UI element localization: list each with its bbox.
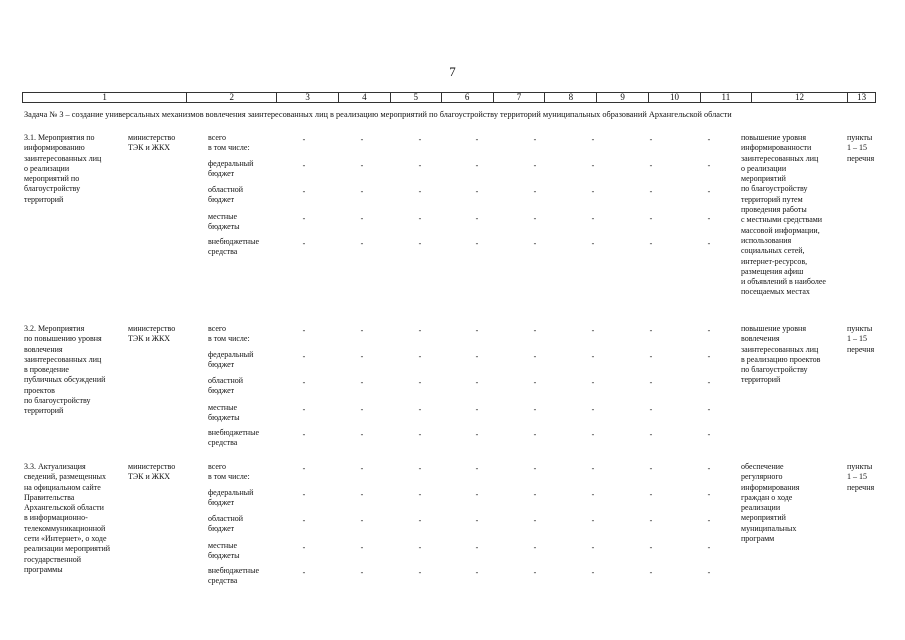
- empty-value-dash: -: [418, 187, 422, 196]
- column-number-row: [22, 92, 876, 103]
- funding-source-label: местные бюджеты: [208, 541, 240, 561]
- empty-value-dash: -: [707, 161, 711, 170]
- empty-value-dash: -: [707, 543, 711, 552]
- column-number: 9: [597, 93, 649, 102]
- empty-value-dash: -: [649, 239, 653, 248]
- activity-name: 3.1. Мероприятия по информированию заинтересованных лиц о реализации мероприятий по благоустройству территорий: [24, 133, 102, 204]
- empty-value-dash: -: [533, 543, 537, 552]
- empty-value-dash: -: [418, 135, 422, 144]
- column-number: 4: [339, 93, 391, 102]
- empty-value-dash: -: [533, 239, 537, 248]
- empty-value-dash: -: [475, 405, 479, 414]
- funding-source-label: всего в том числе:: [208, 324, 250, 344]
- funding-source-label: федеральный бюджет: [208, 488, 254, 508]
- executor: министерство ТЭК и ЖКХ: [128, 462, 176, 482]
- funding-source-label: областной бюджет: [208, 185, 244, 205]
- empty-value-dash: -: [360, 187, 364, 196]
- empty-value-dash: -: [360, 543, 364, 552]
- funding-source-label: местные бюджеты: [208, 212, 240, 232]
- empty-value-dash: -: [591, 568, 595, 577]
- empty-value-dash: -: [533, 430, 537, 439]
- empty-value-dash: -: [707, 405, 711, 414]
- funding-source-label: внебюджетные средства: [208, 428, 259, 448]
- empty-value-dash: -: [649, 405, 653, 414]
- empty-value-dash: -: [302, 464, 306, 473]
- expected-result: обеспечение регулярного информирования граждан о ходе реализации мероприятий муниципальных программ: [741, 462, 800, 544]
- empty-value-dash: -: [591, 352, 595, 361]
- empty-value-dash: -: [707, 568, 711, 577]
- empty-value-dash: -: [591, 161, 595, 170]
- empty-value-dash: -: [475, 543, 479, 552]
- column-number: 1: [23, 93, 187, 102]
- executor: министерство ТЭК и ЖКХ: [128, 133, 176, 153]
- empty-value-dash: -: [418, 490, 422, 499]
- empty-value-dash: -: [475, 430, 479, 439]
- empty-value-dash: -: [591, 326, 595, 335]
- empty-value-dash: -: [649, 490, 653, 499]
- empty-value-dash: -: [302, 187, 306, 196]
- empty-value-dash: -: [707, 464, 711, 473]
- empty-value-dash: -: [649, 464, 653, 473]
- column-number: 8: [545, 93, 597, 102]
- empty-value-dash: -: [418, 214, 422, 223]
- funding-source-label: местные бюджеты: [208, 403, 240, 423]
- empty-value-dash: -: [533, 464, 537, 473]
- column-number: 6: [442, 93, 494, 102]
- funding-source-label: областной бюджет: [208, 376, 244, 396]
- activity-name: 3.2. Мероприятия по повышению уровня вовлечения заинтересованных лиц в проведение публичных обсуждений проектов по благоустройству территорий: [24, 324, 106, 416]
- empty-value-dash: -: [475, 187, 479, 196]
- empty-value-dash: -: [302, 161, 306, 170]
- empty-value-dash: -: [302, 214, 306, 223]
- empty-value-dash: -: [533, 405, 537, 414]
- empty-value-dash: -: [649, 543, 653, 552]
- executor: министерство ТЭК и ЖКХ: [128, 324, 176, 344]
- empty-value-dash: -: [591, 378, 595, 387]
- empty-value-dash: -: [533, 490, 537, 499]
- empty-value-dash: -: [302, 490, 306, 499]
- empty-value-dash: -: [649, 187, 653, 196]
- empty-value-dash: -: [475, 568, 479, 577]
- empty-value-dash: -: [418, 326, 422, 335]
- indicator-reference: пункты 1 – 15 перечня: [847, 324, 875, 354]
- empty-value-dash: -: [475, 239, 479, 248]
- empty-value-dash: -: [475, 352, 479, 361]
- empty-value-dash: -: [302, 378, 306, 387]
- empty-value-dash: -: [475, 135, 479, 144]
- indicator-reference: пункты 1 – 15 перечня: [847, 133, 875, 163]
- empty-value-dash: -: [302, 135, 306, 144]
- empty-value-dash: -: [302, 326, 306, 335]
- empty-value-dash: -: [591, 516, 595, 525]
- empty-value-dash: -: [418, 352, 422, 361]
- empty-value-dash: -: [649, 214, 653, 223]
- empty-value-dash: -: [475, 378, 479, 387]
- empty-value-dash: -: [591, 239, 595, 248]
- empty-value-dash: -: [649, 352, 653, 361]
- empty-value-dash: -: [707, 326, 711, 335]
- expected-result: повышение уровня вовлечения заинтересованных лиц в реализацию проектов по благоустройству территорий: [741, 324, 821, 385]
- empty-value-dash: -: [418, 405, 422, 414]
- empty-value-dash: -: [418, 239, 422, 248]
- empty-value-dash: -: [475, 161, 479, 170]
- empty-value-dash: -: [707, 352, 711, 361]
- empty-value-dash: -: [707, 214, 711, 223]
- column-number: 5: [391, 93, 442, 102]
- empty-value-dash: -: [649, 135, 653, 144]
- empty-value-dash: -: [302, 543, 306, 552]
- empty-value-dash: -: [649, 378, 653, 387]
- empty-value-dash: -: [533, 516, 537, 525]
- column-number: 2: [187, 93, 277, 102]
- empty-value-dash: -: [360, 516, 364, 525]
- empty-value-dash: -: [533, 161, 537, 170]
- empty-value-dash: -: [302, 239, 306, 248]
- empty-value-dash: -: [591, 430, 595, 439]
- funding-source-label: областной бюджет: [208, 514, 244, 534]
- empty-value-dash: -: [475, 464, 479, 473]
- empty-value-dash: -: [591, 135, 595, 144]
- empty-value-dash: -: [360, 135, 364, 144]
- empty-value-dash: -: [533, 352, 537, 361]
- task-title: Задача № 3 – создание универсальных механизмов вовлечения заинтересованных лиц в реализацию мероприятий по благоустройству территорий муниципальных образований Архангельской области: [24, 110, 732, 119]
- empty-value-dash: -: [418, 464, 422, 473]
- funding-source-label: всего в том числе:: [208, 133, 250, 153]
- empty-value-dash: -: [475, 326, 479, 335]
- expected-result: повышение уровня информированности заинтересованных лиц о реализации мероприятий по благоустройству территорий путем проведения работы с местными средствами массовой информации, использования социальных сетей, интернет-ресурсов, размещения афиш и объявлений в наиболее посещаемых местах: [741, 133, 826, 297]
- funding-source-label: федеральный бюджет: [208, 159, 254, 179]
- empty-value-dash: -: [418, 543, 422, 552]
- empty-value-dash: -: [533, 378, 537, 387]
- empty-value-dash: -: [302, 352, 306, 361]
- column-number: 13: [857, 92, 867, 102]
- empty-value-dash: -: [360, 405, 364, 414]
- empty-value-dash: -: [649, 430, 653, 439]
- column-number: 11: [701, 93, 752, 102]
- empty-value-dash: -: [475, 490, 479, 499]
- empty-value-dash: -: [418, 516, 422, 525]
- column-number: 3: [277, 93, 339, 102]
- empty-value-dash: -: [360, 568, 364, 577]
- empty-value-dash: -: [591, 187, 595, 196]
- empty-value-dash: -: [360, 214, 364, 223]
- empty-value-dash: -: [475, 214, 479, 223]
- column-number: 12: [752, 93, 848, 102]
- empty-value-dash: -: [591, 464, 595, 473]
- empty-value-dash: -: [360, 161, 364, 170]
- empty-value-dash: -: [418, 430, 422, 439]
- empty-value-dash: -: [533, 326, 537, 335]
- empty-value-dash: -: [360, 352, 364, 361]
- funding-source-label: всего в том числе:: [208, 462, 250, 482]
- empty-value-dash: -: [360, 490, 364, 499]
- empty-value-dash: -: [591, 214, 595, 223]
- empty-value-dash: -: [418, 161, 422, 170]
- empty-value-dash: -: [707, 490, 711, 499]
- empty-value-dash: -: [649, 161, 653, 170]
- empty-value-dash: -: [707, 430, 711, 439]
- activity-name: 3.3. Актуализация сведений, размещенных на официальном сайте Правительства Архангельской области в информационно- телекоммуникационной сети «Интернет», о ходе реализации мероприятий государственной программы: [24, 462, 111, 574]
- empty-value-dash: -: [360, 239, 364, 248]
- empty-value-dash: -: [591, 490, 595, 499]
- empty-value-dash: -: [533, 214, 537, 223]
- empty-value-dash: -: [533, 135, 537, 144]
- empty-value-dash: -: [418, 378, 422, 387]
- empty-value-dash: -: [707, 187, 711, 196]
- column-number: 10: [649, 93, 701, 102]
- empty-value-dash: -: [418, 568, 422, 577]
- empty-value-dash: -: [707, 135, 711, 144]
- empty-value-dash: -: [360, 464, 364, 473]
- empty-value-dash: -: [360, 326, 364, 335]
- empty-value-dash: -: [649, 568, 653, 577]
- empty-value-dash: -: [707, 239, 711, 248]
- empty-value-dash: -: [649, 326, 653, 335]
- funding-source-label: внебюджетные средства: [208, 566, 259, 586]
- empty-value-dash: -: [302, 405, 306, 414]
- empty-value-dash: -: [533, 568, 537, 577]
- funding-source-label: внебюджетные средства: [208, 237, 259, 257]
- empty-value-dash: -: [360, 430, 364, 439]
- empty-value-dash: -: [360, 378, 364, 387]
- funding-source-label: федеральный бюджет: [208, 350, 254, 370]
- empty-value-dash: -: [533, 187, 537, 196]
- page-number: 7: [449, 64, 456, 79]
- empty-value-dash: -: [591, 405, 595, 414]
- empty-value-dash: -: [649, 516, 653, 525]
- empty-value-dash: -: [302, 430, 306, 439]
- empty-value-dash: -: [707, 516, 711, 525]
- column-number: 7: [494, 93, 546, 102]
- empty-value-dash: -: [302, 568, 306, 577]
- empty-value-dash: -: [591, 543, 595, 552]
- empty-value-dash: -: [475, 516, 479, 525]
- empty-value-dash: -: [707, 378, 711, 387]
- indicator-reference: пункты 1 – 15 перечня: [847, 462, 875, 492]
- empty-value-dash: -: [302, 516, 306, 525]
